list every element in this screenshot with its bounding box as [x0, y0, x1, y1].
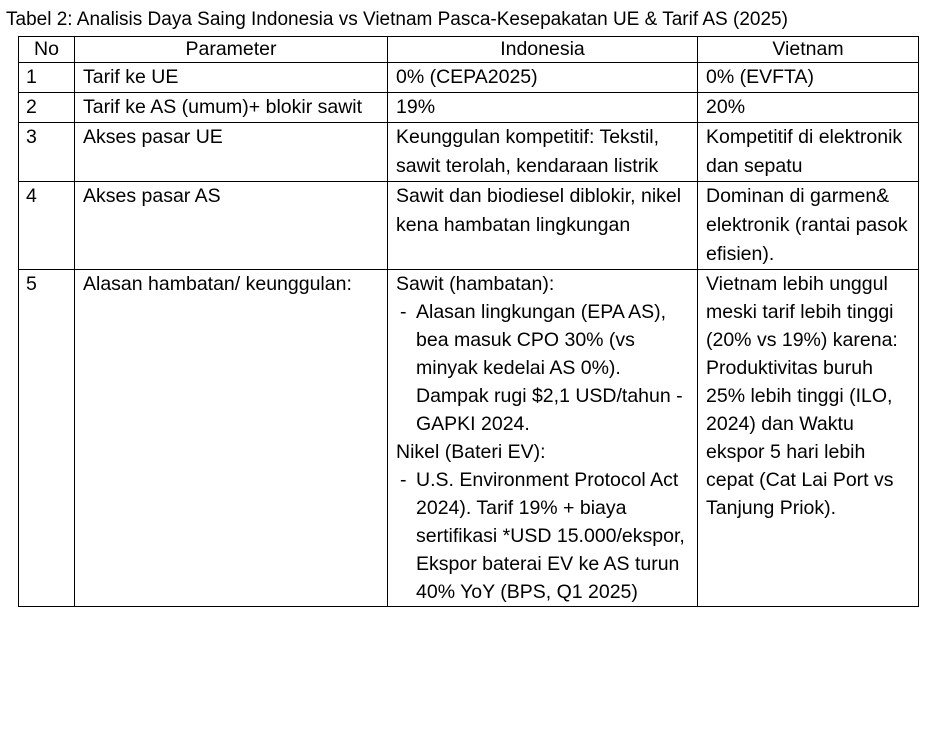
list-item: [396, 466, 689, 606]
row-number: 3: [19, 123, 75, 182]
table-header-row: [19, 37, 919, 63]
list-item: [396, 298, 689, 438]
row-parameter: Tarif ke UE: [75, 63, 388, 93]
dash-bullet: -: [400, 469, 407, 491]
header-indonesia: Indonesia: [388, 37, 698, 63]
row-indonesia: [388, 270, 698, 607]
nikel-heading: Nikel (Bateri EV):: [396, 441, 546, 463]
sawit-heading: Sawit (hambatan):: [396, 273, 555, 295]
row-number: 1: [19, 63, 75, 93]
row-vietnam: Vietnam lebih unggul meski tarif lebih tinggi (20% vs 19%) karena: Produktivitas buruh 25% lebih tinggi (ILO, 2024) dan Waktu ekspor 5 hari lebih cepat (Cat Lai Port vs Tanjung Priok).: [698, 270, 919, 607]
row-vietnam: Dominan di garmen& elektronik (rantai pasok efisien).: [698, 182, 919, 270]
table-caption: Tabel 2: Analisis Daya Saing Indonesia vs Vietnam Pasca-Kesepakatan UE & Tarif AS (2025): [6, 9, 788, 30]
header-parameter: Parameter: [75, 37, 388, 63]
row-parameter: Akses pasar UE: [75, 123, 388, 182]
nikel-bullet-text: U.S. Environment Protocol Act 2024). Tarif 19% + biaya sertifikasi *USD 15.000/ekspor, Ekspor baterai EV ke AS turun 40% YoY (BPS, Q1 2025): [416, 469, 685, 603]
nikel-list: [396, 466, 689, 606]
table-row: [19, 270, 919, 607]
table-row: [19, 123, 919, 182]
row-vietnam: 20%: [698, 93, 919, 123]
row-number: 5: [19, 270, 75, 607]
row-parameter: Akses pasar AS: [75, 182, 388, 270]
competitiveness-table: [18, 36, 919, 607]
row-vietnam: 0% (EVFTA): [698, 63, 919, 93]
row-number: 2: [19, 93, 75, 123]
sawit-bullet-text: Alasan lingkungan (EPA AS), bea masuk CPO 30% (vs minyak kedelai AS 0%). Dampak rugi $2,1 USD/tahun -GAPKI 2024.: [416, 301, 683, 435]
row-parameter: Tarif ke AS (umum)+ blokir sawit: [75, 93, 388, 123]
row-vietnam: Kompetitif di elektronik dan sepatu: [698, 123, 919, 182]
header-no: No: [19, 37, 75, 63]
header-vietnam: Vietnam: [698, 37, 919, 63]
row-parameter: Alasan hambatan/ keunggulan:: [75, 270, 388, 607]
row-indonesia: Keunggulan kompetitif: Tekstil, sawit terolah, kendaraan listrik: [388, 123, 698, 182]
dash-bullet: -: [400, 301, 407, 323]
table-row: [19, 93, 919, 123]
row-indonesia: Sawit dan biodiesel diblokir, nikel kena hambatan lingkungan: [388, 182, 698, 270]
row-number: 4: [19, 182, 75, 270]
sawit-list: [396, 298, 689, 438]
table-row: [19, 63, 919, 93]
table-row: [19, 182, 919, 270]
row-indonesia: 19%: [388, 93, 698, 123]
row-indonesia: 0% (CEPA2025): [388, 63, 698, 93]
